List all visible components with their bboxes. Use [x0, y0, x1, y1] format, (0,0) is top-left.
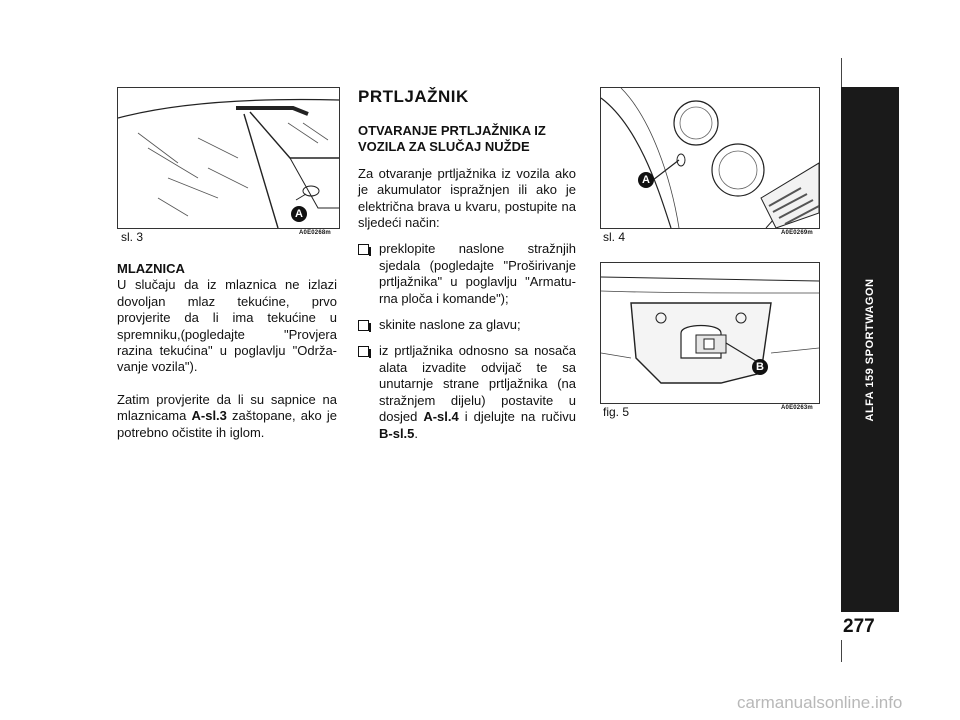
list-item-ref-1: A-sl.4 [423, 409, 459, 425]
middle-column [358, 87, 576, 442]
list-item [358, 317, 576, 333]
left-column [117, 261, 337, 441]
steps-list [358, 241, 576, 441]
watermark: carmanualsonline.info [737, 693, 903, 712]
callout-a-badge [291, 206, 307, 222]
figure-5 [600, 262, 820, 404]
callout-a-label: A [642, 174, 650, 186]
figure-sl4-code: A0E0269m [781, 230, 813, 236]
list-item-text [379, 343, 576, 441]
figure-sl4-caption: sl. 4 [603, 230, 626, 244]
sidebar-label-wrap [841, 87, 899, 612]
trunk-interior-illustration [601, 88, 819, 228]
list-item-text-b: i djelujte na ručivu [458, 409, 577, 425]
subheading: OTVARANJE PRTLJAŽNIKA IZ VOZILA ZA SLUČAJ NUŽDE [358, 123, 546, 155]
paragraph-1: U slučaju da iz mlaznica ne izlazi dovoljan mlaz tekućine, prvo provjerite da li ima tekućine u spremniku,(pogledajte "Provjera razina tekućina" u poglavlju "Održa-vanje vozila"). [117, 277, 337, 375]
figure-sl3-code: A0E0268m [299, 230, 331, 236]
page-title: PRTLJAŽNIK [358, 87, 469, 106]
callout-a-badge [638, 172, 654, 188]
top-edge-tick [841, 58, 842, 87]
checkbox-bullet-icon [358, 320, 369, 331]
section-heading-mlaznica: MLAZNICA [117, 261, 185, 276]
figure-sl3-caption: sl. 3 [121, 230, 144, 244]
list-item-text: skinite naslone za glavu; [379, 317, 521, 333]
checkbox-bullet-icon [358, 346, 369, 357]
paragraph-2-text-a: Zatim provjerite da li su sapnice na mlaznicama [117, 391, 337, 424]
page-number: 277 [843, 616, 875, 637]
figure-5-caption: fig. 5 [603, 405, 630, 419]
list-item-ref-2: B-sl.5 [379, 425, 415, 441]
callout-a-label: A [295, 208, 303, 220]
chapter-sidebar-tab [841, 87, 899, 612]
list-item-text-c: . [414, 425, 419, 441]
list-item [358, 343, 576, 441]
paragraph-2-ref: A-sl.3 [191, 408, 227, 424]
rear-window-wiper-illustration [118, 88, 339, 228]
callout-b-label: B [756, 361, 764, 373]
callout-b-badge [752, 359, 768, 375]
bottom-edge-tick [841, 640, 842, 662]
list-item-text: preklopite naslone stražnjih sjedala (pogledajte "Proširivanje prtljažnika" u poglavlju "Armatu-rna ploča i komande"); [379, 241, 576, 306]
intro-paragraph: Za otvaranje prtljažnika iz vozila ako je akumulator ispražnjen ili ako je električna brava u kvaru, postupite na sljedeći način: [358, 165, 576, 231]
figure-5-code: A0E0263m [781, 405, 813, 411]
checkbox-bullet-icon [358, 244, 369, 255]
trunk-lock-illustration [601, 263, 819, 403]
list-item [358, 241, 576, 307]
list-item-text-a: iz prtljažnika odnosno sa nosača alata izvadite odvijač te sa unutarnje strane prtljažnika (na stražnjem dijelu) postavite u dosjed [379, 343, 576, 425]
paragraph-2 [117, 392, 337, 441]
figure-sl4 [600, 87, 820, 229]
sidebar-label: ALFA 159 SPORTWAGON [864, 278, 876, 421]
figure-sl3 [117, 87, 340, 229]
paragraph-2-text-b: zaštopane, ako je potrebno očistite ih iglom. [117, 408, 337, 440]
